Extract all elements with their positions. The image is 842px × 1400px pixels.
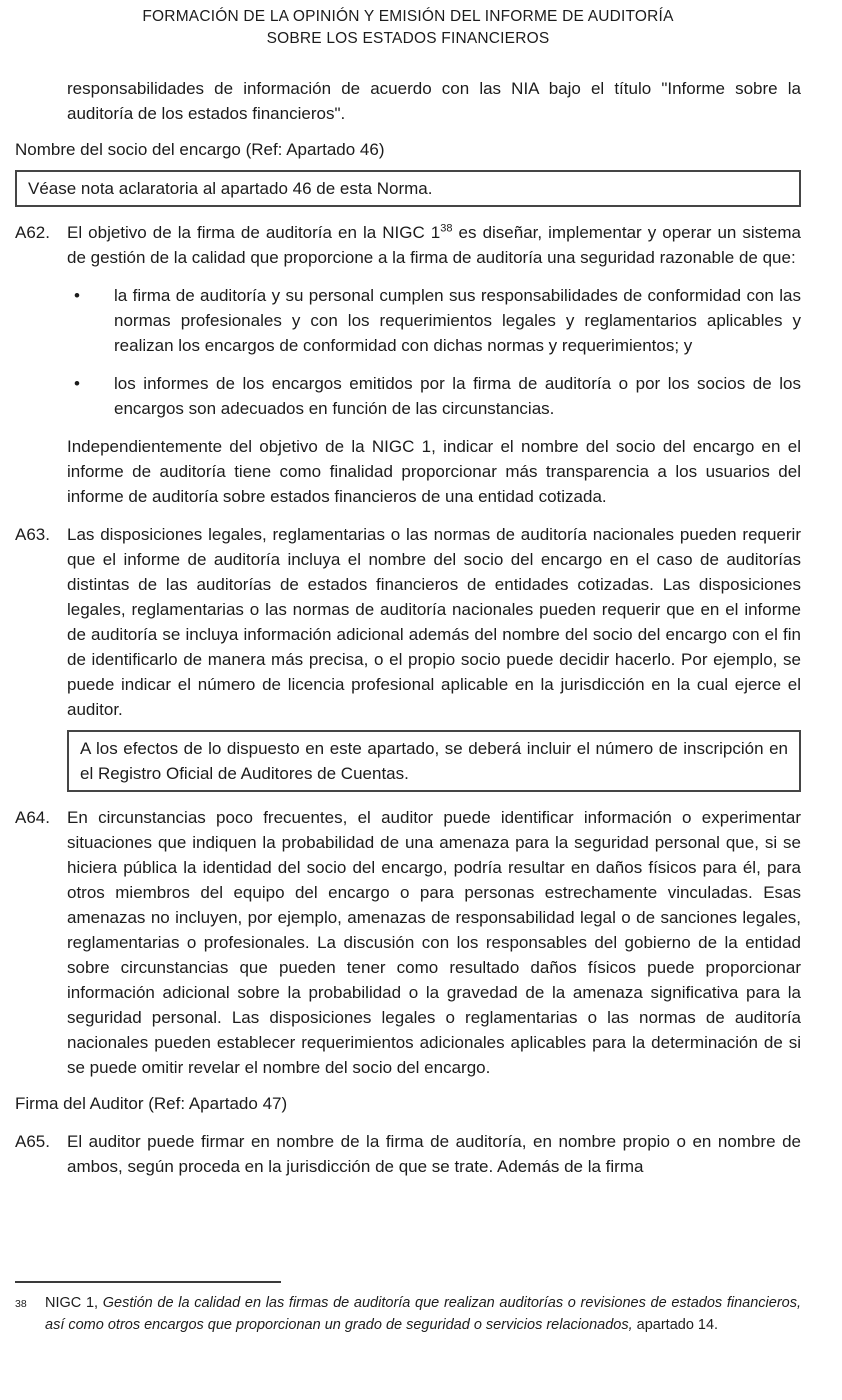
footnote-marker-38: 38	[15, 1298, 27, 1310]
bullet-text-1: la firma de auditoría y su personal cumplen sus responsabilidades de conformidad con las normas profesionales y con los requerimientos legales y reglamentarios aplicables y realizan los encargos de conformidad con dichas normas y requerimientos; y	[114, 286, 801, 355]
section-heading-engagement-partner: Nombre del socio del encargo (Ref: Apartado 46)	[15, 140, 385, 159]
running-header-line-1: FORMACIÓN DE LA OPINIÓN Y EMISIÓN DEL INFORME DE AUDITORÍA	[142, 8, 674, 25]
paragraph-number-a65: A65.	[15, 1132, 50, 1151]
paragraph-a62	[15, 220, 801, 270]
footnote-38	[15, 1292, 801, 1336]
footnote-text-38	[45, 1292, 801, 1336]
a62-text-after-footnote-ref: es diseñar, implementar y operar un sistema de gestión de la calidad que proporcione a la firma de auditoría una seguridad razonable de que:	[67, 223, 801, 267]
clarification-note-text-roac: A los efectos de lo dispuesto en este apartado, se deberá incluir el número de inscripción en el Registro Oficial de Auditores de Cuentas.	[80, 739, 788, 783]
bullet-marker: •	[74, 286, 80, 305]
section-heading-auditor-signature: Firma del Auditor (Ref: Apartado 47)	[15, 1094, 288, 1113]
intro-paragraph: responsabilidades de información de acuerdo con las NIA bajo el título "Informe sobre la auditoría de los estados financieros".	[67, 79, 801, 123]
running-header-line-2: SOBRE LOS ESTADOS FINANCIEROS	[266, 30, 550, 47]
footnote-area	[15, 1281, 801, 1336]
footnote-standard-title: Gestión de la calidad en las firmas de auditoría que realizan auditorías o revisiones de estados financieros, así como otros encargos que proporcionan un grado de seguridad o servicios relacionados,	[45, 1295, 801, 1333]
footnote-suffix: apartado 14.	[632, 1317, 719, 1333]
footnote-prefix: NIGC 1,	[45, 1295, 103, 1311]
running-header	[15, 6, 801, 50]
bullet-item-1	[67, 283, 801, 358]
bullet-item-2	[67, 371, 801, 421]
paragraph-number-a63: A63.	[15, 525, 50, 544]
a62-text-before-footnote-ref: El objetivo de la firma de auditoría en la NIGC 1	[67, 223, 441, 242]
paragraph-number-a64: A64.	[15, 808, 50, 827]
paragraph-text-a64: En circunstancias poco frecuentes, el auditor puede identificar información o experimentar situaciones que indiquen la probabilidad de una amenaza para la seguridad personal que, si se hiciera pública la identidad del socio del encargo, podría resultar en daños físicos para él, para otros miembros del equipo del encargo o para personas estrechamente vinculadas. Esas amenazas no incluyen, por ejemplo, amenazas de responsabilidad legal o de sanciones legales, reglamentarias o profesionales. La discusión con los responsables del gobierno de la entidad sobre circunstancias que pueden tener como resultado daños físicos puede proporcionar información adicional sobre la probabilidad o la gravedad de la amenaza significativa para la seguridad personal. Las disposiciones legales o reglamentarias o las normas de auditoría nacionales pueden establecer requerimientos adicionales aplicables para la determinación de si se puede omitir revelar el nombre del socio del encargo.	[67, 808, 801, 1077]
paragraph-text-a65: El auditor puede firmar en nombre de la firma de auditoría, en nombre propio o en nombre de ambos, según proceda en la jurisdicción de que se trate. Además de la firma	[67, 1132, 801, 1176]
paragraph-a64	[15, 805, 801, 1080]
clarification-note-box-46	[15, 170, 801, 207]
page-content	[15, 6, 801, 1179]
bullet-text-2: los informes de los encargos emitidos por la firma de auditoría o por los socios de los encargos son adecuados en función de las circunstancias.	[114, 374, 801, 418]
clarification-note-text-46: Véase nota aclaratoria al apartado 46 de esta Norma.	[28, 179, 433, 198]
bullet-marker: •	[74, 374, 80, 393]
paragraph-a65	[15, 1129, 801, 1179]
paragraph-text-a63: Las disposiciones legales, reglamentarias o las normas de auditoría nacionales pueden requerir que el informe de auditoría incluya el nombre del socio del encargo en el caso de auditorías distintas de las auditorías de estados financieros de entidades cotizadas. Las disposiciones legales, reglamentarias o las normas de auditoría nacionales pueden requerir que en el informe de auditoría se incluya información adicional además del nombre del socio del encargo con el fin de identificarlo de manera más precisa, o el propio socio puede decidir hacerlo. Por ejemplo, se puede indicar el número de licencia profesional aplicable en la jurisdicción en la cual ejerce el auditor.	[67, 525, 801, 719]
footnote-reference-38: 38	[440, 222, 453, 235]
paragraph-text-a62	[67, 220, 801, 270]
clarification-note-box-roac	[67, 730, 801, 792]
footnote-separator-rule	[15, 1281, 281, 1283]
paragraph-number-a62: A62.	[15, 223, 50, 242]
paragraph-a62-continuation: Independientemente del objetivo de la NIGC 1, indicar el nombre del socio del encargo en el informe de auditoría tiene como finalidad proporcionar más transparencia a los usuarios del informe de auditoría sobre estados financieros de una entidad cotizada.	[67, 437, 801, 506]
paragraph-a63	[15, 522, 801, 722]
